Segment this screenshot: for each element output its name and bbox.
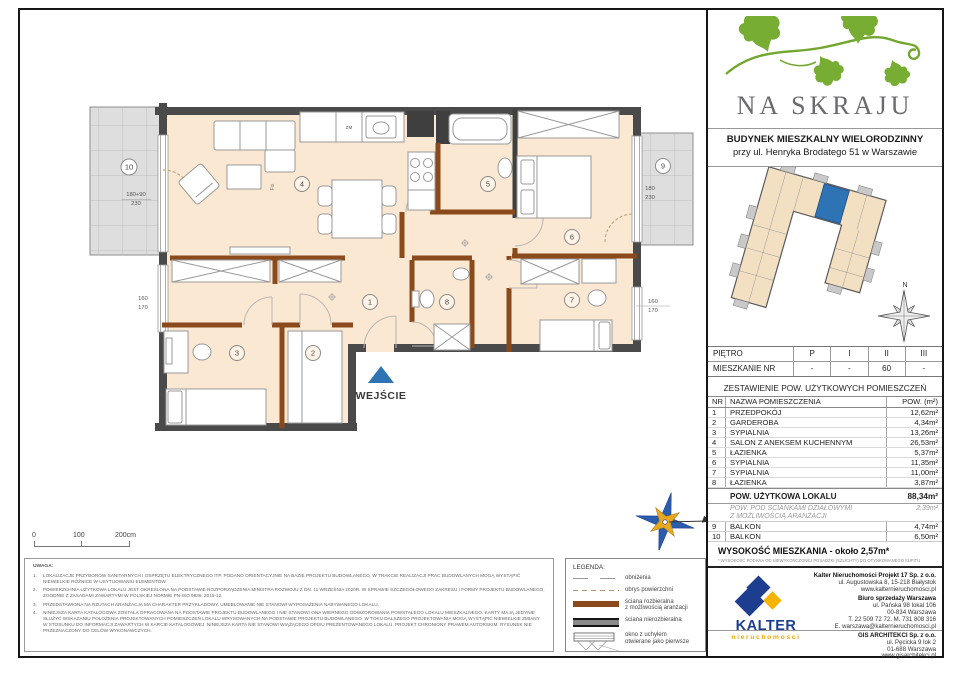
bathtub bbox=[449, 114, 511, 144]
apartment-height: WYSOKOŚĆ MIESZKANIA - około 2,57m* bbox=[718, 546, 890, 556]
svg-text:7: 7 bbox=[569, 295, 575, 305]
developer-name: Kalter Nieruchomości Projekt 17 Sp. z o.o. bbox=[813, 572, 936, 579]
lowering-swatch bbox=[573, 578, 619, 579]
floor-row: PIĘTRO P I II III bbox=[708, 347, 942, 362]
room-number-1 bbox=[363, 295, 378, 310]
sales-email[interactable]: E. warszawa@kalternieruchomosci.pl bbox=[834, 622, 936, 630]
svg-text:8: 8 bbox=[444, 297, 450, 307]
contact-divider bbox=[708, 630, 942, 631]
svg-text:170: 170 bbox=[138, 305, 148, 311]
tv-console bbox=[230, 247, 290, 254]
washbasin-8 bbox=[453, 268, 469, 280]
wardrobe-6 bbox=[518, 111, 619, 138]
sales-office-name: Biuro sprzedaży Warszawa bbox=[857, 595, 936, 603]
svg-text:6: 6 bbox=[569, 232, 575, 242]
partition-area-row: POW. POD ŚCIANKAMI DZIAŁOWYMI Z MOŻLIWOŚCIĄ ARANŻACJI 2,39m² bbox=[708, 504, 942, 522]
room-number-4 bbox=[295, 177, 310, 192]
shower bbox=[434, 324, 470, 350]
building-address bbox=[708, 129, 942, 167]
svg-text:9: 9 bbox=[660, 161, 666, 171]
scale-tick bbox=[34, 541, 35, 546]
height-section bbox=[708, 542, 942, 566]
svg-text:4: 4 bbox=[299, 179, 305, 189]
contact-section bbox=[708, 566, 942, 660]
room-row: 7 SYPIALNIA 11,00m² bbox=[708, 468, 942, 478]
svg-text:180+90: 180+90 bbox=[126, 192, 146, 198]
legend-item-outline: obrys powierzchni bbox=[573, 587, 698, 594]
room-number-5 bbox=[481, 177, 496, 192]
note-item: 2. POWIERZCHNIA UŻYTKOWA LOKALU JEST OKREŚLONA NA PODSTAWIE ROZPORZĄDZENIA MINISTRA ROZWOJU Z DN. 11 WRZEŚNIA 2020R. W SPRAWIE SZCZEGÓŁOWEGO ZAKRESU I FORMY PROJEKTU BUDOWLANEGO, ZGODNIE Z ZASADAMI ZAWARTYMI W POLSKIEJ NORMIE PN-ISO 9836: 2015-12. bbox=[33, 587, 545, 599]
building-street: przy ul. Henryka Brodatego 51 w Warszawie bbox=[732, 146, 918, 157]
stove bbox=[408, 152, 435, 210]
svg-text:170: 170 bbox=[648, 308, 658, 314]
note-item: 3. PRZEDSTAWIONA NA RZUTACH ARANŻACJA MA CHARAKTER PRZYKŁADOWY. UMEBLOWANIE NIE STANOWI WYPOSAŻENIA NABYWANEGO LOKALU. bbox=[33, 601, 379, 607]
note-item: 4. NINIEJSZA KARTA KATALOGOWA ZOSTAŁA OPRACOWANA NA PODSTAWIE PROJEKTU BUDOWLANEGO I NIE STANOWI ONA WIERNEGO ODWZOROWANIA POWSTAŁEGO LOKALU MIESZKALNEGO. KARTY MAJĄ JEDYNIE SŁUŻYĆ WSKAZANIU POŁOŻENIA PROJEKTOWANYCH POMIESZCZEŃ LOKALU WRYSOWANYCH NA PODSTAWIE PROJEKTU BUDOWLANEGO. W TOKU DALSZEGO PROJEKTOWANIA MOGĄ WYSTĄPIĆ NIEWIELKIE ZMIANY W STOSUNKU DO INFORMACJI ZAWARTYCH W KARCIE KATALOGOWEJ. NINIEJSZA KARTA NIE STANOWI WIĄŻĄCEGO OPISU PREZENTOWANEGO LOKALU. PROJEKT CHRONIONY PRAWEM AUTORSKIM. RYSUNEK NIE PRZEZNACZONY DO CELÓW WYKONAWCZYCH. bbox=[33, 610, 540, 633]
scale-line bbox=[34, 546, 130, 547]
building-type: BUDYNEK MIESZKALNY WIELORODZINNY bbox=[726, 134, 924, 145]
room-number-10 bbox=[121, 159, 137, 175]
sales-phone: T. 22 509 72 72. M. 731 808 316 bbox=[848, 615, 936, 623]
bed-7 bbox=[540, 320, 612, 351]
logo-section bbox=[708, 10, 942, 129]
room-row: 6 SYPIALNIA 11,35m² bbox=[708, 458, 942, 468]
room-row: 2 GARDEROBA 4,34m² bbox=[708, 418, 942, 428]
room-row: 3 SYPIALNIA 13,26m² bbox=[708, 428, 942, 438]
entrance-marker bbox=[356, 366, 407, 402]
room-row: 1 PRZEDPOKÓJ 12,62m² bbox=[708, 408, 942, 418]
floor-plan bbox=[20, 80, 710, 550]
note-item: 1. LOKALIZACJE PRZYBORÓW SANITARNYCH I OSPRZĘTU ELEKTRYCZNEGO ITP. PODANO ORIENTACYJNIE NA BAZIE PROJEKTU BUDOWLANEGO. W TRAKCIE REALIZACJI PRAC BUDOWLANYCH MOGĄ WYSTĄPIĆ NIEWIELKIE RÓŻNICE W USYTUOWANIU ELEMENTÓW. bbox=[33, 572, 521, 584]
legend-item-solid-wall: ściana nierozbieralna bbox=[573, 617, 698, 627]
room-number-3 bbox=[230, 346, 245, 361]
notes-box bbox=[24, 558, 554, 652]
architect-name: GIS ARCHITEKCI Sp. z o.o. bbox=[858, 632, 936, 639]
legend-item-window: okno z uchyłem otwierane jako pierwsze bbox=[573, 632, 698, 652]
room-number-7 bbox=[565, 293, 580, 308]
svg-text:N: N bbox=[902, 282, 908, 289]
svg-text:230: 230 bbox=[131, 201, 141, 207]
catalog-sheet bbox=[18, 8, 944, 658]
info-panel bbox=[706, 10, 942, 660]
rooms-table-title: ZESTAWIENIE POW. UŻYTKOWYCH POMIESZCZEŃ bbox=[708, 377, 942, 397]
balcony-10 bbox=[90, 107, 162, 255]
window-swatch-icon bbox=[573, 632, 619, 652]
architect-details: GIS ARCHITEKCI Sp. z o.o. ul. Pęcicka 9 lok 2 01-688 Warszawa www.gisarchitekci.pl bbox=[776, 633, 936, 660]
svg-text:10: 10 bbox=[124, 162, 134, 172]
room-number-8 bbox=[440, 295, 455, 310]
balcony-row: 10 BALKON 6,50m² bbox=[708, 532, 942, 542]
solid-wall-swatch bbox=[573, 618, 619, 627]
kitchen-zm-label: ZM bbox=[345, 125, 353, 130]
bed-3 bbox=[166, 389, 266, 425]
toilet bbox=[412, 290, 434, 308]
kalter-tagline: nieruchomości bbox=[731, 634, 801, 641]
ivy-vine-icon bbox=[720, 16, 930, 86]
total-area-row: POW. UŻYTKOWA LOKALU 88,34m² bbox=[708, 488, 942, 504]
svg-text:3: 3 bbox=[234, 348, 240, 358]
entrance-label: WEJŚCIE bbox=[355, 390, 407, 402]
architect-website[interactable]: www.gisarchitekci.pl bbox=[881, 652, 936, 660]
compass-rose-icon bbox=[878, 282, 930, 342]
svg-text:160: 160 bbox=[648, 299, 658, 305]
legend-box bbox=[565, 558, 706, 652]
room-number-6 bbox=[565, 230, 580, 245]
hall-wardrobes bbox=[172, 260, 341, 282]
brand-title: NA SKRAJU bbox=[736, 91, 914, 120]
closet-2 bbox=[288, 331, 342, 423]
svg-text:160: 160 bbox=[138, 296, 148, 302]
height-footnote: * WYSOKOŚĆ PODANA OD NIEWYKOŃCZONEJ POSADZKI (SZLICHTY) DO OTYNKOWANEGO SUFITU bbox=[718, 557, 921, 563]
svg-text:230: 230 bbox=[645, 195, 655, 201]
legend-title: LEGENDA: bbox=[573, 564, 605, 571]
rooms-table-header: NR NAZWA POMIESZCZENIA POW. (m²) bbox=[708, 397, 942, 408]
scale-0: 0 bbox=[32, 532, 36, 539]
bed-6 bbox=[517, 156, 591, 218]
developer-website[interactable]: www.kalternieruchomosci.pl bbox=[860, 585, 936, 593]
kalter-wordmark: KALTER bbox=[735, 618, 797, 634]
scale-100: 100 bbox=[73, 532, 85, 539]
contact-details: Kalter Nieruchomości Projekt 17 Sp. z o.o. ul. Augustowska 8, 15-218 Białystok www.kalternieruchomosci.pl Biuro sprzedaży Warszawa ul. Pańska 98 lokal 106 00-834 Warszawa T. 22 509 72 72. M. 731 808 316 E. warszawa@kalternieruchomosci.pl bbox=[776, 573, 936, 630]
entrance-arrow-icon bbox=[368, 366, 394, 383]
coffee-table bbox=[227, 165, 261, 189]
wardrobe-7 bbox=[521, 259, 579, 284]
svg-text:1: 1 bbox=[367, 297, 373, 307]
room-number-2 bbox=[306, 346, 321, 361]
outline-swatch bbox=[573, 590, 619, 591]
svg-text:5: 5 bbox=[485, 179, 491, 189]
plan-compass-icon bbox=[629, 486, 710, 550]
scale-bar bbox=[32, 532, 162, 558]
apartment-number-row: MIESZKANIE NR - - 60 - bbox=[708, 362, 942, 377]
site-plan-section bbox=[708, 167, 942, 347]
balcony-row: 9 BALKON 4,74m² bbox=[708, 522, 942, 532]
scale-200: 200cm bbox=[115, 532, 137, 539]
scale-tick bbox=[129, 541, 130, 546]
svg-text:2: 2 bbox=[310, 348, 316, 358]
notes-title: UWAGA: bbox=[33, 564, 54, 569]
room-number-9 bbox=[656, 159, 671, 174]
legend-item-removable-wall: ściana rozbieralna z możliwością aranżacji bbox=[573, 599, 698, 613]
site-plan bbox=[708, 167, 942, 345]
fix-label: Fix bbox=[270, 183, 276, 191]
svg-text:180: 180 bbox=[645, 186, 655, 192]
legend-item-lowering: obniżenia bbox=[573, 575, 698, 582]
room-row: 5 ŁAZIENKA 5,37m² bbox=[708, 448, 942, 458]
room-row: 4 SALON Z ANEKSEM KUCHENNYM 26,53m² bbox=[708, 438, 942, 448]
washbasin-5 bbox=[498, 158, 512, 178]
floor-table bbox=[708, 347, 942, 377]
room-row: 8 ŁAZIENKA 3,87m² bbox=[708, 478, 942, 488]
scale-tick bbox=[81, 541, 82, 546]
removable-wall-swatch bbox=[573, 601, 619, 607]
